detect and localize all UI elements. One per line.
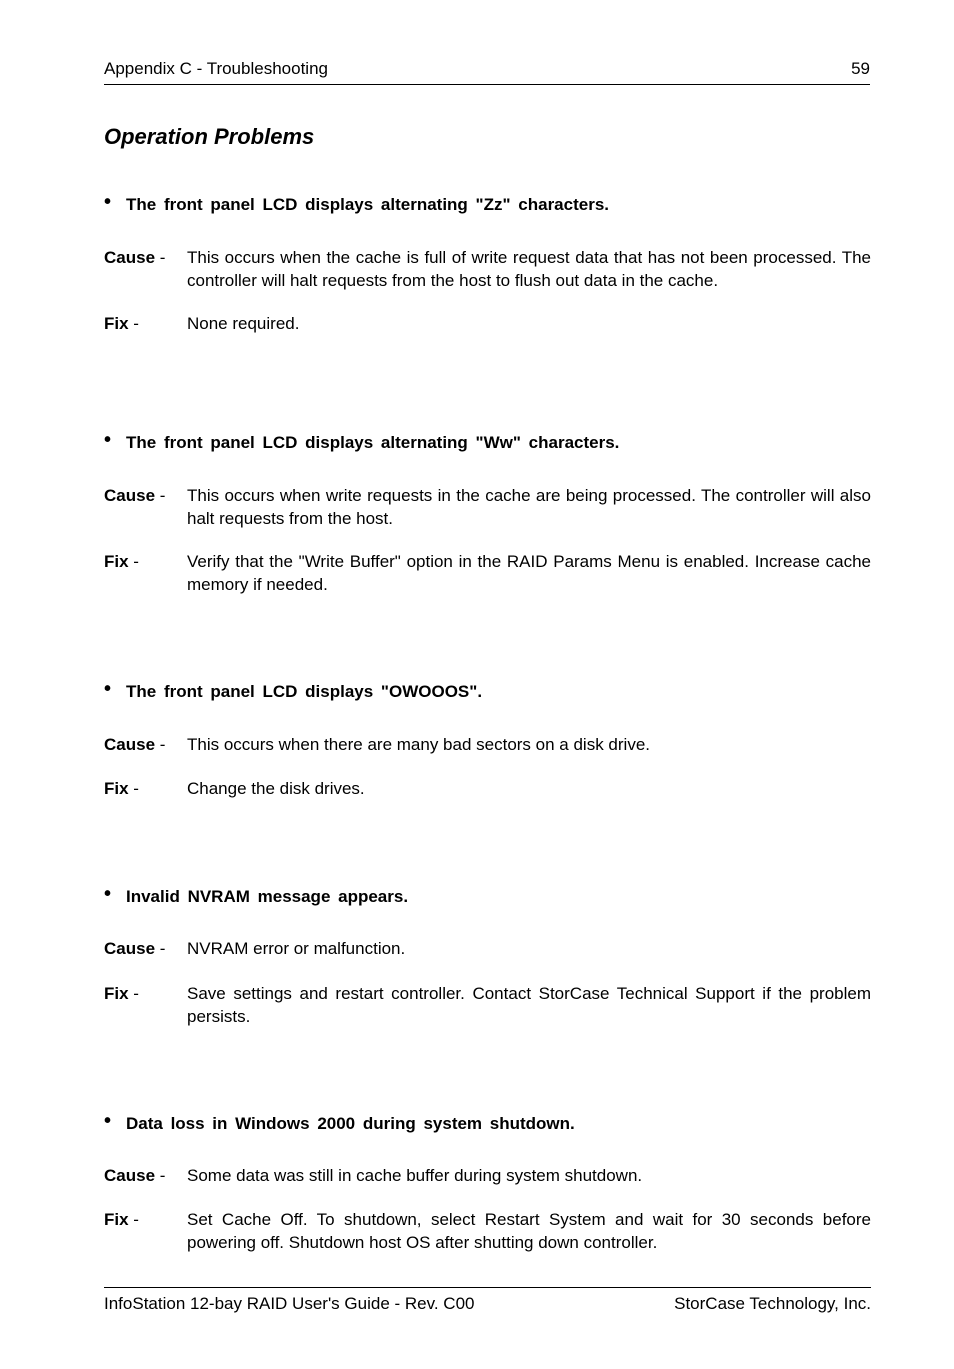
fix-text: Set Cache Off. To shutdown, select Restart System and wait for 30 seconds before powering off. Shutdown host OS after shutting down controller. [187,1210,871,1252]
fix-entry: Fix - Change the disk drives. [104,778,871,801]
page-number: 59 [851,59,870,78]
chapter-title: Appendix C - Troubleshooting [104,59,328,78]
cause-entry: Cause - This occurs when there are many bad sectors on a disk drive. [104,734,871,757]
fix-label: Fix [104,1210,129,1229]
fix-entry: Fix - Save settings and restart controller. Contact StorCase Technical Support if the problem persists. [104,983,871,1028]
bullet-icon: • [104,678,112,700]
page-header [104,58,870,85]
problem-title: The front panel LCD displays "OWOOOS". [126,682,483,701]
bullet-icon: • [104,1110,112,1132]
fix-entry: Fix - None required. [104,313,871,336]
cause-label: Cause [104,939,156,958]
cause-text: This occurs when write requests in the cache are being processed. The controller will also halt requests from the host. [187,486,871,528]
cause-label: Cause [104,486,156,505]
fix-entry: Fix - Verify that the "Write Buffer" option in the RAID Params Menu is enabled. Increase cache memory if needed. [104,551,871,596]
fix-label: Fix [104,552,129,571]
cause-entry: Cause - This occurs when write requests in the cache are being processed. The controller will also halt requests from the host. [104,485,871,530]
fix-label: Fix [104,779,129,798]
cause-entry: Cause - This occurs when the cache is full of write request data that has not been processed. The controller will halt requests from the host to flush out data in the cache. [104,247,871,292]
cause-entry: Cause - Some data was still in cache buffer during system shutdown. [104,1165,871,1188]
bullet-icon: • [104,191,112,213]
cause-label: Cause [104,248,156,267]
fix-label: Fix [104,314,129,333]
fix-text: Verify that the "Write Buffer" option in the RAID Params Menu is enabled. Increase cache memory if needed. [187,552,871,594]
page-footer [104,1287,871,1313]
problem-title: Data loss in Windows 2000 during system shutdown. [126,1114,575,1133]
fix-entry: Fix - Set Cache Off. To shutdown, select Restart System and wait for 30 seconds before powering off. Shutdown host OS after shutting down controller. [104,1209,871,1254]
problem-title: Invalid NVRAM message appears. [126,887,409,906]
problem-heading [104,680,482,703]
fix-text: Change the disk drives. [187,779,365,798]
bullet-icon: • [104,429,112,451]
problem-heading [104,193,609,216]
cause-text: This occurs when there are many bad sectors on a disk drive. [187,735,650,754]
cause-label: Cause [104,735,156,754]
fix-text: None required. [187,314,300,333]
cause-text: Some data was still in cache buffer during system shutdown. [187,1166,643,1185]
problem-heading [104,1112,575,1135]
cause-entry: Cause - NVRAM error or malfunction. [104,938,871,961]
fix-label: Fix [104,984,129,1003]
company-name: StorCase Technology, Inc. [674,1294,871,1313]
problem-heading [104,431,619,454]
cause-text: This occurs when the cache is full of write request data that has not been processed. The controller will halt requests from the host to flush out data in the cache. [187,248,871,290]
cause-label: Cause [104,1166,156,1185]
problem-heading [104,885,408,908]
section-title: Operation Problems [104,124,315,149]
bullet-icon: • [104,883,112,905]
problem-title: The front panel LCD displays alternating "Ww" characters. [126,433,620,452]
cause-text: NVRAM error or malfunction. [187,939,406,958]
guide-title: InfoStation 12-bay RAID User's Guide - Rev. C00 [104,1294,475,1313]
problem-title: The front panel LCD displays alternating "Zz" characters. [126,195,609,214]
fix-text: Save settings and restart controller. Contact StorCase Technical Support if the problem persists. [187,984,871,1026]
